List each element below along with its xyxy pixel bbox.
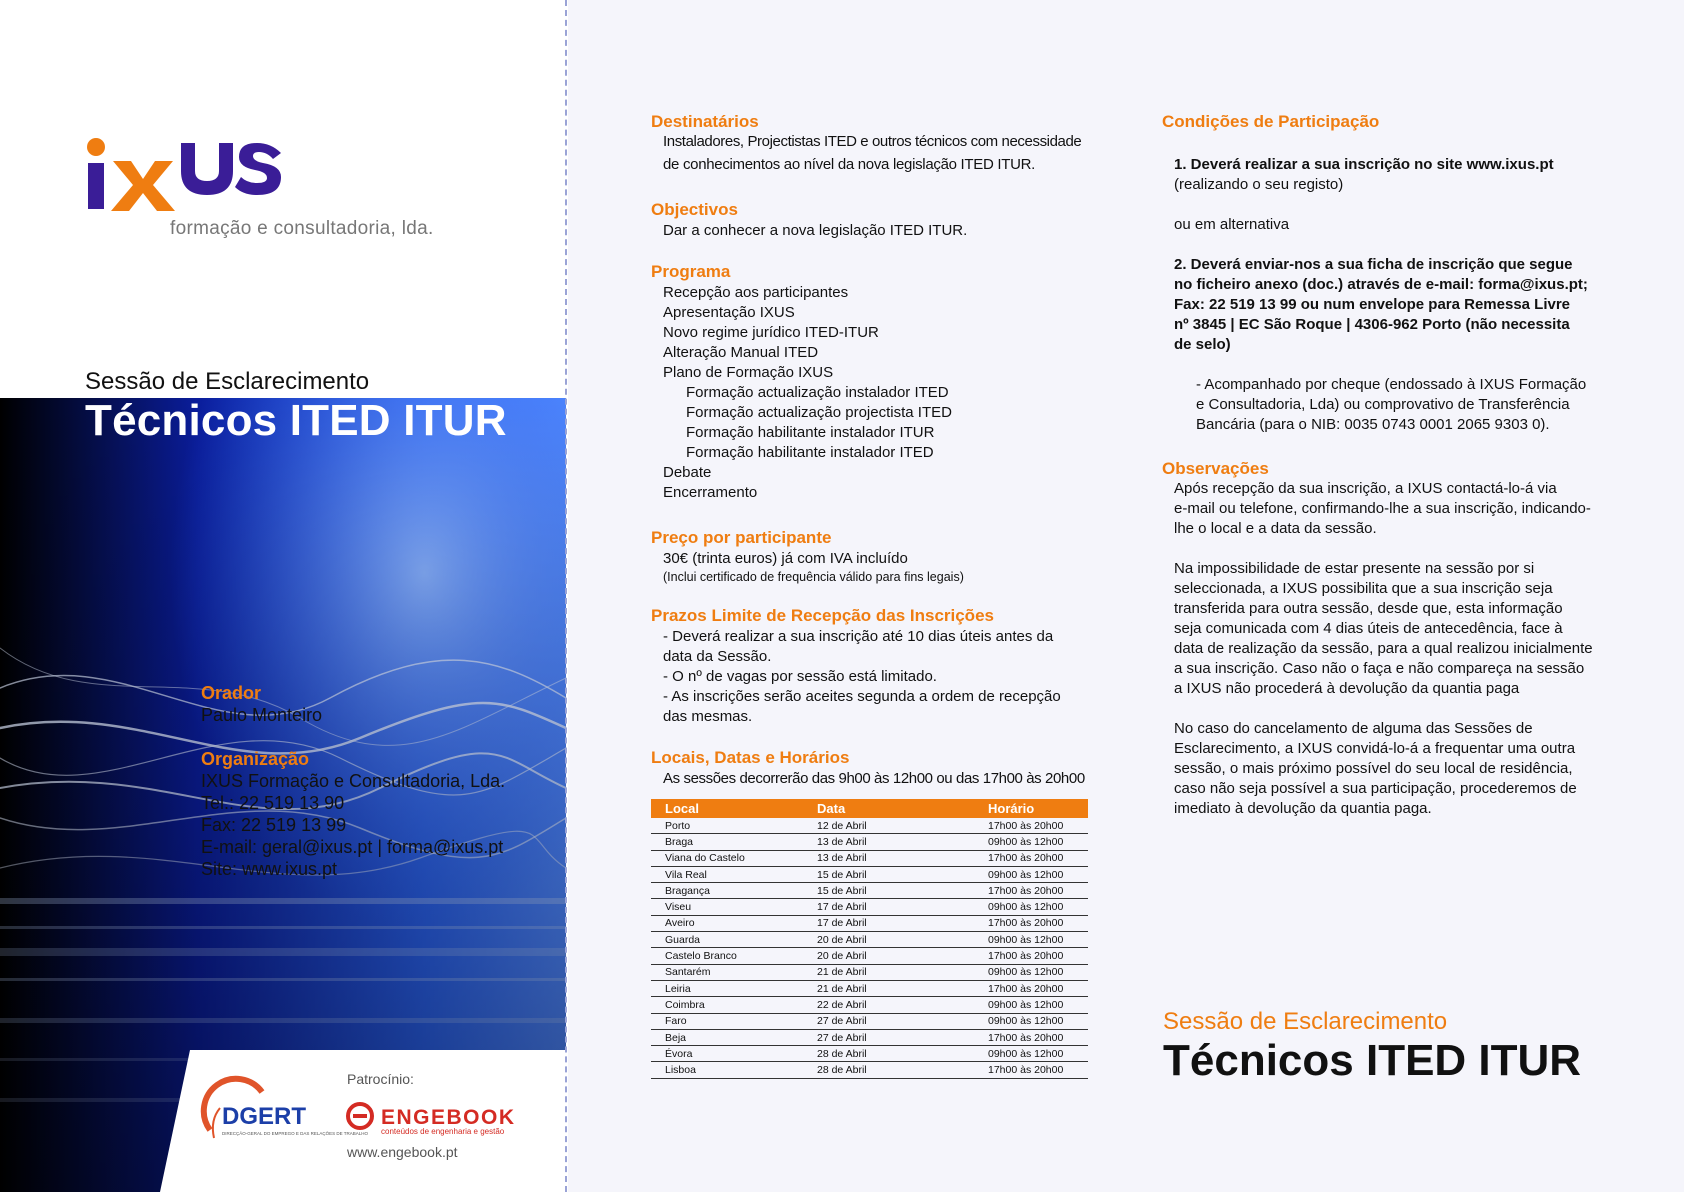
row-horario: 09h00 às 12h00 bbox=[974, 1046, 1088, 1062]
row-data: 13 de Abril bbox=[803, 850, 974, 866]
row-horario: 17h00 às 20h00 bbox=[974, 1062, 1088, 1078]
row-local: Braga bbox=[651, 834, 803, 850]
observacoes-line: transferida para outra sessão, desde que, esta informação bbox=[1174, 600, 1563, 617]
observacoes-line: lhe o local e a data da sessão. bbox=[1174, 520, 1377, 537]
table-row bbox=[651, 834, 1088, 850]
schedule-table bbox=[651, 799, 1088, 1079]
observacoes-line: a IXUS não procederá à devolução da quantia paga bbox=[1174, 680, 1520, 697]
table-row bbox=[651, 1046, 1088, 1062]
condicoes-step1-note: (realizando o seu registo) bbox=[1174, 176, 1344, 193]
sponsor-label: Patrocínio: bbox=[347, 1071, 414, 1087]
org-phone: Tel.: 22 519 13 90 bbox=[201, 793, 345, 813]
row-data: 15 de Abril bbox=[803, 883, 974, 899]
observacoes-line: Na impossibilidade de estar presente na sessão por si bbox=[1174, 560, 1535, 577]
observacoes-heading: Observações bbox=[1162, 459, 1269, 478]
row-horario: 09h00 às 12h00 bbox=[974, 997, 1088, 1013]
row-local: Aveiro bbox=[651, 915, 803, 931]
condicoes-step2-line: no ficheiro anexo (doc.) através de e-mail: forma@ixus.pt; bbox=[1174, 276, 1588, 293]
objectivos-text: Dar a conhecer a nova legislação ITED ITUR. bbox=[663, 222, 968, 239]
observacoes-line: imediato à devolução da quantia paga. bbox=[1174, 800, 1432, 817]
observacoes-line: Após recepção da sua inscrição, a IXUS contactá-lo-á via bbox=[1174, 480, 1557, 497]
programa-subitem: Formação actualização projectista ITED bbox=[686, 404, 952, 421]
objectivos-heading: Objectivos bbox=[651, 200, 738, 219]
observacoes-line: seja comunicada com 4 dias úteis de antecedência, face à bbox=[1174, 620, 1563, 637]
table-row bbox=[651, 850, 1088, 866]
cover-panel bbox=[0, 0, 566, 1192]
condicoes-heading: Condições de Participação bbox=[1162, 112, 1380, 131]
row-horario: 17h00 às 20h00 bbox=[974, 915, 1088, 931]
programa-item: Encerramento bbox=[663, 484, 758, 501]
table-row bbox=[651, 1013, 1088, 1029]
condicoes-cheque-line: Bancária (para o NIB: 0035 0743 0001 2065 9303 0). bbox=[1196, 416, 1550, 433]
row-local: Faro bbox=[651, 1013, 803, 1029]
row-horario: 17h00 às 20h00 bbox=[974, 850, 1088, 866]
programa-item: Recepção aos participantes bbox=[663, 284, 849, 301]
engebook-wordmark: ENGEBOOK bbox=[381, 1106, 516, 1129]
row-local: Viana do Castelo bbox=[651, 850, 803, 866]
row-data: 28 de Abril bbox=[803, 1046, 974, 1062]
programa-item: Plano de Formação IXUS bbox=[663, 364, 834, 381]
table-row bbox=[651, 1062, 1088, 1078]
row-local: Vila Real bbox=[651, 866, 803, 882]
preco-text: 30€ (trinta euros) já com IVA incluído bbox=[663, 550, 908, 567]
condicoes-step1: 1. Deverá realizar a sua inscrição no site www.ixus.pt bbox=[1174, 156, 1554, 173]
table-row bbox=[651, 899, 1088, 915]
destinatarios-line-1: Instaladores, Projectistas ITED e outros técnicos com necessidade bbox=[663, 133, 1082, 150]
condicoes-step2-line: de selo) bbox=[1174, 336, 1231, 353]
condicoes-step2-line: Fax: 22 519 13 99 ou num envelope para Remessa Livre bbox=[1174, 296, 1571, 313]
table-row bbox=[651, 883, 1088, 899]
ixus-logo bbox=[85, 133, 285, 215]
row-local: Beja bbox=[651, 1029, 803, 1045]
condicoes-step2-line: nº 3845 | EC São Roque | 4306-962 Porto (não necessita bbox=[1174, 316, 1570, 333]
row-data: 17 de Abril bbox=[803, 915, 974, 931]
prazos-line: das mesmas. bbox=[663, 708, 753, 725]
row-horario: 17h00 às 20h00 bbox=[974, 1029, 1088, 1045]
schedule-body bbox=[651, 818, 1088, 1078]
row-data: 27 de Abril bbox=[803, 1013, 974, 1029]
row-data: 21 de Abril bbox=[803, 964, 974, 980]
row-horario: 17h00 às 20h00 bbox=[974, 818, 1088, 834]
engebook-logo bbox=[345, 1098, 516, 1140]
row-horario: 09h00 às 12h00 bbox=[974, 964, 1088, 980]
observacoes-line: a sua inscrição. Caso não o faça e não compareça na sessão bbox=[1174, 660, 1585, 677]
col-data: Data bbox=[803, 799, 974, 818]
row-local: Santarém bbox=[651, 964, 803, 980]
row-data: 22 de Abril bbox=[803, 997, 974, 1013]
prazos-heading: Prazos Limite de Recepção das Inscrições bbox=[651, 606, 994, 625]
engebook-subtitle: conteúdos de engenharia e gestão bbox=[381, 1127, 505, 1136]
dgert-logo bbox=[200, 1080, 369, 1152]
dgert-wordmark: DGERT bbox=[222, 1103, 306, 1130]
programa-item: Novo regime jurídico ITED-ITUR bbox=[663, 324, 879, 341]
row-data: 12 de Abril bbox=[803, 818, 974, 834]
table-row bbox=[651, 818, 1088, 834]
observacoes-line: sessão, o mais próximo possível do seu local de residência, bbox=[1174, 760, 1573, 777]
dgert-subtitle: DIRECÇÃO-GERAL DO EMPREGO E DAS RELAÇÕES DE TRABALHO bbox=[222, 1131, 369, 1136]
row-data: 13 de Abril bbox=[803, 834, 974, 850]
back-title: Técnicos ITED ITUR bbox=[1163, 1036, 1582, 1085]
orador-heading: Orador bbox=[201, 683, 262, 703]
locais-heading: Locais, Datas e Horários bbox=[651, 748, 850, 767]
programa-item: Apresentação IXUS bbox=[663, 304, 795, 321]
row-horario: 17h00 às 20h00 bbox=[974, 980, 1088, 996]
row-data: 21 de Abril bbox=[803, 980, 974, 996]
row-local: Lisboa bbox=[651, 1062, 803, 1078]
col-horario: Horário bbox=[974, 799, 1088, 818]
row-data: 15 de Abril bbox=[803, 866, 974, 882]
table-row bbox=[651, 997, 1088, 1013]
org-company: IXUS Formação e Consultadoria, Lda. bbox=[201, 771, 506, 791]
row-local: Leiria bbox=[651, 980, 803, 996]
table-row bbox=[651, 932, 1088, 948]
row-data: 17 de Abril bbox=[803, 899, 974, 915]
row-local: Castelo Branco bbox=[651, 948, 803, 964]
observacoes-line: caso não seja possível a sua participação, procederemos de bbox=[1174, 780, 1577, 797]
table-row bbox=[651, 964, 1088, 980]
col-local: Local bbox=[651, 799, 803, 818]
row-data: 20 de Abril bbox=[803, 948, 974, 964]
org-email: E-mail: geral@ixus.pt | forma@ixus.pt bbox=[201, 837, 504, 857]
preco-note: (Inclui certificado de frequência válido para fins legais) bbox=[663, 570, 964, 584]
table-row bbox=[651, 980, 1088, 996]
row-horario: 17h00 às 20h00 bbox=[974, 883, 1088, 899]
org-site: Site: www.ixus.pt bbox=[201, 859, 338, 879]
table-row bbox=[651, 866, 1088, 882]
programa-item: Alteração Manual ITED bbox=[663, 344, 819, 361]
schedule-header-row bbox=[651, 799, 1088, 818]
programa-subitem: Formação habilitante instalador ITED bbox=[686, 444, 934, 461]
condicoes-cheque-line: - Acompanhado por cheque (endossado à IXUS Formação bbox=[1196, 376, 1587, 393]
row-data: 27 de Abril bbox=[803, 1029, 974, 1045]
table-row bbox=[651, 915, 1088, 931]
programa-heading: Programa bbox=[651, 262, 731, 281]
cover-title: Técnicos ITED ITUR bbox=[85, 396, 507, 445]
row-data: 28 de Abril bbox=[803, 1062, 974, 1078]
row-local: Coimbra bbox=[651, 997, 803, 1013]
row-local: Porto bbox=[651, 818, 803, 834]
row-horario: 09h00 às 12h00 bbox=[974, 932, 1088, 948]
engebook-url[interactable]: www.engebook.pt bbox=[347, 1144, 458, 1160]
prazos-line: - O nº de vagas por sessão está limitado. bbox=[663, 668, 937, 685]
row-horario: 09h00 às 12h00 bbox=[974, 1013, 1088, 1029]
observacoes-line: e-mail ou telefone, confirmando-lhe a sua inscrição, indicando- bbox=[1174, 500, 1591, 517]
row-local: Guarda bbox=[651, 932, 803, 948]
programa-subitem: Formação actualização instalador ITED bbox=[686, 384, 949, 401]
observacoes-line: seleccionada, a IXUS possibilita que a sua inscrição seja bbox=[1174, 580, 1553, 597]
row-horario: 09h00 às 12h00 bbox=[974, 834, 1088, 850]
row-horario: 09h00 às 12h00 bbox=[974, 899, 1088, 915]
condicoes-cheque-line: e Consultadoria, Lda) ou comprovativo de Transferência bbox=[1196, 396, 1570, 413]
condicoes-step2-line: 2. Deverá enviar-nos a sua ficha de inscrição que segue bbox=[1174, 256, 1573, 273]
programa-subitem: Formação habilitante instalador ITUR bbox=[686, 424, 935, 441]
observacoes-line: Esclarecimento, a IXUS convidá-lo-á a frequentar uma outra bbox=[1174, 740, 1576, 757]
locais-intro: As sessões decorrerão das 9h00 às 12h00 ou das 17h00 às 20h00 bbox=[663, 770, 1085, 787]
destinatarios-line-2: de conhecimentos ao nível da nova legislação ITED ITUR. bbox=[663, 156, 1036, 173]
row-local: Viseu bbox=[651, 899, 803, 915]
table-row bbox=[651, 1029, 1088, 1045]
observacoes-line: data de realização da sessão, para a qual realizou inicialmente bbox=[1174, 640, 1593, 657]
orador-name: Paulo Monteiro bbox=[201, 705, 323, 725]
row-horario: 17h00 às 20h00 bbox=[974, 948, 1088, 964]
logo-tagline: formação e consultadoria, lda. bbox=[170, 218, 434, 239]
prazos-line: - As inscrições serão aceites segunda a ordem de recepção bbox=[663, 688, 1061, 705]
back-kicker: Sessão de Esclarecimento bbox=[1163, 1008, 1448, 1035]
destinatarios-heading: Destinatários bbox=[651, 112, 759, 131]
preco-heading: Preço por participante bbox=[651, 528, 832, 547]
observacoes-line: No caso do cancelamento de alguma das Sessões de bbox=[1174, 720, 1533, 737]
fold-line bbox=[565, 0, 567, 1192]
cover-kicker: Sessão de Esclarecimento bbox=[85, 368, 370, 395]
row-local: Bragança bbox=[651, 883, 803, 899]
programa-item: Debate bbox=[663, 464, 712, 481]
table-row bbox=[651, 948, 1088, 964]
org-fax: Fax: 22 519 13 99 bbox=[201, 815, 347, 835]
row-local: Évora bbox=[651, 1046, 803, 1062]
organizacao-heading: Organização bbox=[201, 749, 310, 769]
prazos-line: data da Sessão. bbox=[663, 648, 772, 665]
condicoes-alt: ou em alternativa bbox=[1174, 216, 1290, 233]
prazos-line: - Deverá realizar a sua inscrição até 10 dias úteis antes da bbox=[663, 628, 1054, 645]
row-horario: 09h00 às 12h00 bbox=[974, 866, 1088, 882]
row-data: 20 de Abril bbox=[803, 932, 974, 948]
